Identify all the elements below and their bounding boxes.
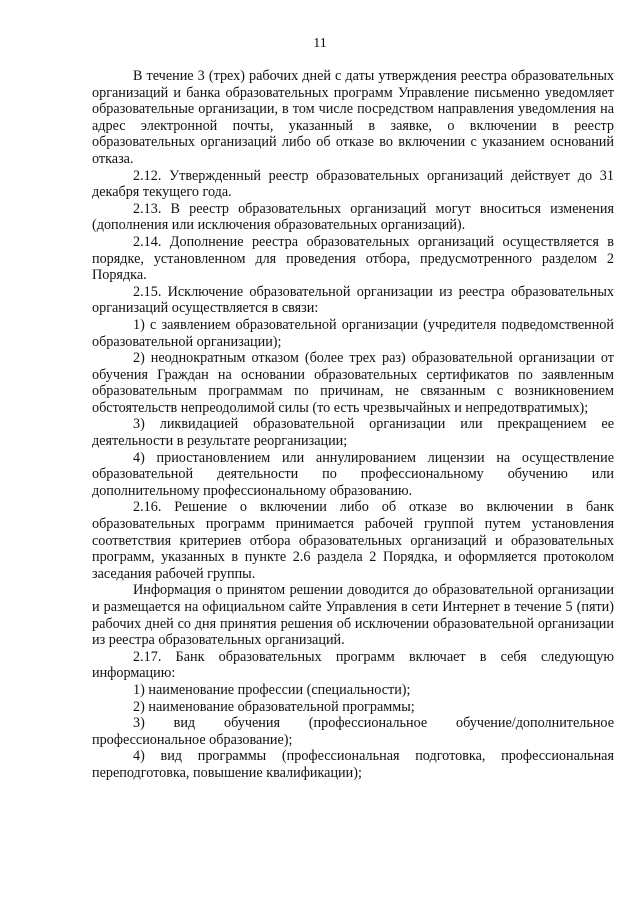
paragraph-information: Информация о принятом решении доводится до образовательной организации и размещается на официальном сайте Управления в сети Интернет в течение 5 (пяти) рабочих дней со дня принятия решения об исключении образовательной организации из реестра образовательных организаций.: [92, 582, 614, 649]
paragraph-notification: В течение 3 (трех) рабочих дней с даты утверждения реестра образовательных организаций и банка образовательных программ Управление письменно уведомляет образовательные организации, в том числе посредством направления уведомления на адрес электронной почты, указанный в заявке, о включении в реестр образовательных организаций либо об отказе во включении с указанием оснований отказа.: [92, 68, 614, 167]
list-item: 2) неоднократным отказом (более трех раз) образовательной организации от обучения Граждан на основании образовательных сертификатов по заявленным образовательным программам по причинам, не связанным с возникновением обстоятельств непреодолимой силы (то есть чрезвычайных и непредотвратимых);: [92, 350, 614, 416]
page-number: 11: [313, 36, 327, 51]
list-item: 2) наименование образовательной программы;: [133, 698, 415, 715]
list-item: 4) вид программы (профессиональная подготовка, профессиональная переподготовка, повышение квалификации);: [92, 748, 614, 781]
paragraph-2-12: 2.12. Утвержденный реестр образовательных организаций действует до 31 декабря текущего года.: [92, 167, 614, 201]
document-body: [92, 68, 614, 782]
paragraph-2-15: 2.15. Исключение образовательной организации из реестра образовательных организаций осуществляется в связи:: [92, 283, 614, 317]
list-item: 4) приостановлением или аннулированием лицензии на осуществление образовательной деятельности по профессиональному обучению или дополнительному профессиональному образованию.: [92, 449, 614, 499]
list-item: 3) ликвидацией образовательной организации или прекращением ее деятельности в результате реорганизации;: [92, 416, 614, 450]
paragraph-2-13: 2.13. В реестр образовательных организаций могут вноситься изменения (дополнения или исключения образовательных организаций).: [92, 200, 614, 234]
paragraph-2-14: 2.14. Дополнение реестра образовательных организаций осуществляется в порядке, установленном для проведения отбора, предусмотренного разделом 2 Порядка.: [92, 233, 614, 284]
list-item: 3) вид обучения (профессиональное обучение/дополнительное профессиональное образование);: [92, 715, 614, 748]
list-item: 1) наименование профессии (специальности);: [133, 681, 411, 698]
list-item: 1) с заявлением образовательной организации (учредителя подведомственной образовательной организации);: [92, 316, 614, 350]
paragraph-2-17: 2.17. Банк образовательных программ включает в себя следующую информацию:: [92, 648, 614, 682]
paragraph-2-16: 2.16. Решение о включении либо об отказе во включении в банк образовательных программ принимается рабочей группой путем установления соответствия критериев отбора образовательных организаций и образовательных программ, указанных в пункте 2.6 раздела 2 Порядка, и оформляется протоколом заседания рабочей группы.: [92, 499, 614, 582]
